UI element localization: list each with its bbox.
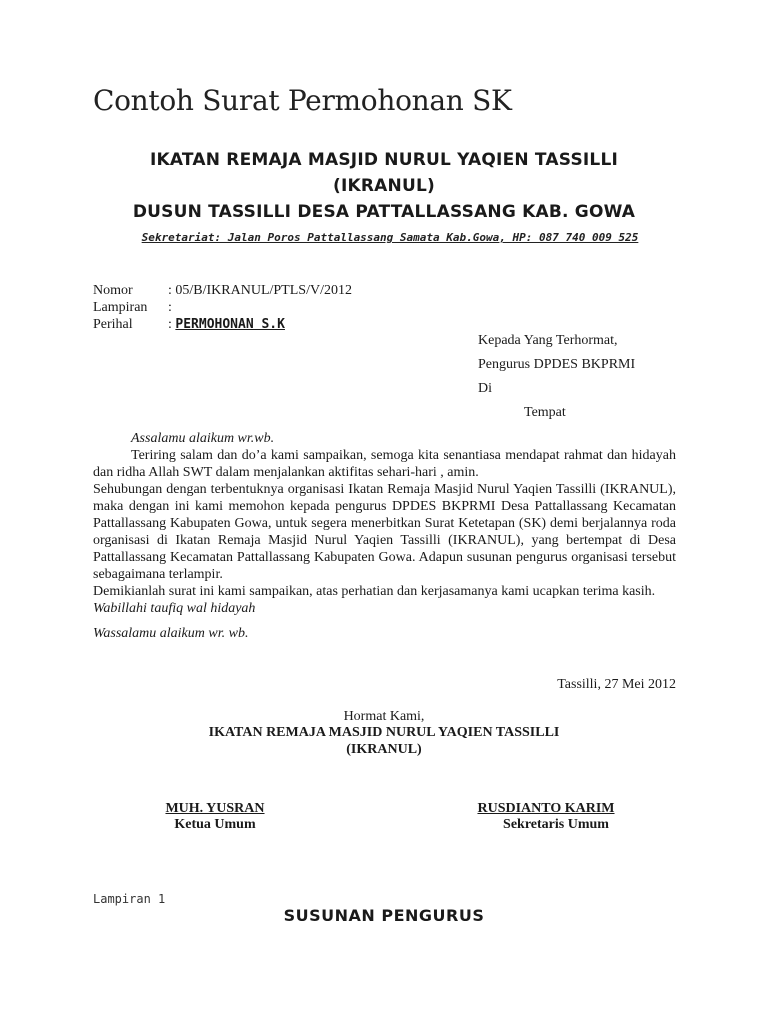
greeting: Assalamu alaikum wr.wb. xyxy=(131,431,275,446)
letterhead-secretariat: Sekretariat: Jalan Poros Pattallassang Samata Kab.Gowa, HP: 087 740 009 525 xyxy=(141,231,639,244)
letter-date: Tassilli, 27 Mei 2012 xyxy=(557,677,676,692)
letterhead-org-name: IKATAN REMAJA MASJID NURUL YAQIEN TASSILLI xyxy=(149,150,618,170)
closing-wabillahi: Wabillahi taufiq wal hidayah xyxy=(93,601,256,616)
perihal-label: Perihal xyxy=(93,317,133,332)
signatory-name: RUSDIANTO KARIM xyxy=(477,801,615,816)
letterhead-address: DUSUN TASSILLI DESA PATTALLASSANG KAB. GOWA xyxy=(132,202,636,222)
signoff-org-abbrev: (IKRANUL) xyxy=(346,742,422,757)
signoff-org-name: IKATAN REMAJA MASJID NURUL YAQIEN TASSILLI xyxy=(208,725,560,740)
body-paragraph-1: Teriring salam dan do’a kami sampaikan, semoga kita senantiasa mendapat rahmat dan hidayah dan ridha Allah SWT dalam menjalankan aktifitas sehari-hari , amin. xyxy=(93,448,676,480)
recipient-name: Pengurus DPDES BKPRMI xyxy=(478,357,636,372)
attachment-heading: SUSUNAN PENGURUS xyxy=(283,906,485,925)
letterhead-org-abbrev: (IKRANUL) xyxy=(333,176,435,196)
nomor-label: Nomor xyxy=(93,283,133,298)
body-paragraph-3: Demikianlah surat ini kami sampaikan, atas perhatian dan kerjasamanya kami ucapkan terima kasih. xyxy=(93,584,656,599)
recipient-tempat: Tempat xyxy=(524,405,566,420)
recipient-salutation: Kepada Yang Terhormat, xyxy=(478,333,618,348)
letter-body xyxy=(93,430,676,642)
body-paragraph-2: Sehubungan dengan terbentuknya organisasi Ikatan Remaja Masjid Nurul Yaqien Tassilli (IKRANUL), maka dengan ini kami memohon kepada pengurus DPDES BKPRMI Desa Pattallassang Kecamatan Pattallassang Kabupaten Gowa, untuk segera menerbitkan Surat Ketetapan (SK) demi berjalannya roda organisasi di Ikatan Remaja Masjid Nurul Yaqien Tassilli (IKRANUL), yang bertempat di Desa Pattallassang Kecamatan Pattallassang Kabupaten Gowa. Adapun susunan pengurus organisasi tersebut sebagaimana terlampir. xyxy=(93,482,676,582)
signatory-secretary xyxy=(466,801,626,833)
perihal-row xyxy=(168,317,285,333)
signatory-role: Ketua Umum xyxy=(174,817,256,832)
lampiran-value: : xyxy=(168,300,172,315)
page-title: Contoh Surat Permohonan SK xyxy=(93,84,512,117)
signatory-name: MUH. YUSRAN xyxy=(165,801,265,816)
attachment-label: Lampiran 1 xyxy=(93,892,166,906)
hormat-kami: Hormat Kami, xyxy=(343,709,425,724)
recipient-di: Di xyxy=(478,381,492,396)
lampiran-label: Lampiran xyxy=(93,300,148,315)
nomor-value: : 05/B/IKRANUL/PTLS/V/2012 xyxy=(168,283,352,298)
closing-wassalamu: Wassalamu alaikum wr. wb. xyxy=(93,626,249,641)
perihal-colon: : xyxy=(168,317,172,332)
signatory-chair xyxy=(160,801,270,833)
perihal-value: PERMOHONAN S.K xyxy=(175,317,285,332)
signatory-role: Sekretaris Umum xyxy=(503,817,609,832)
